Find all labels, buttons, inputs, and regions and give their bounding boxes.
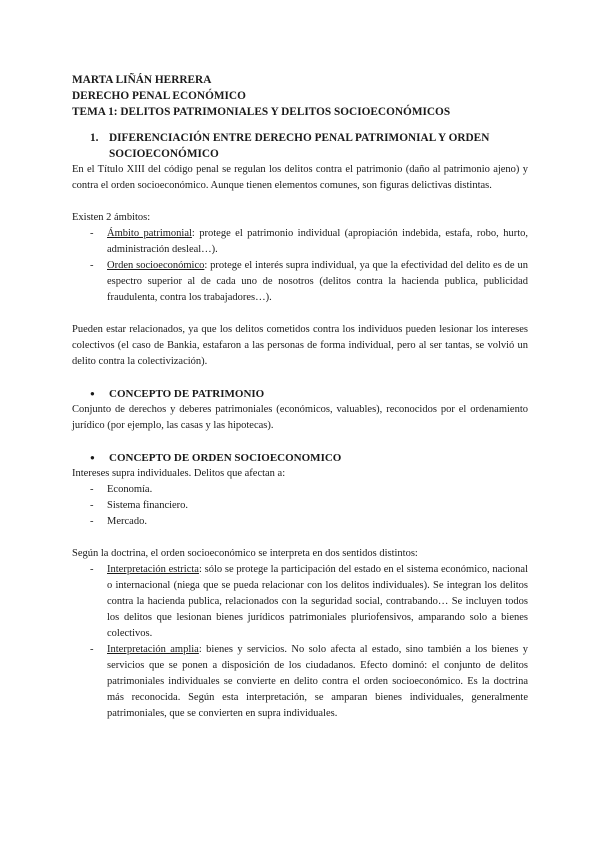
list-item bbox=[72, 642, 528, 722]
list-item-term: Ámbito patrimonial bbox=[107, 228, 192, 239]
list-item-text: Mercado. bbox=[107, 516, 147, 527]
list-dash: - bbox=[90, 564, 94, 575]
author-name: MARTA LIÑÁN HERRERA bbox=[72, 74, 212, 86]
list-item bbox=[72, 562, 528, 642]
section-1-number: 1. bbox=[90, 132, 99, 144]
list-item-text: : protege el interés supra individual, ya que la efectividad del delito es de un espectro superior al de cada uno de nosotros (delitos contra la hacienda publica, publicidad fraudulenta, contra los trabajadores…). bbox=[107, 260, 528, 303]
list-dash: - bbox=[90, 484, 94, 495]
section-1-title: DIFERENCIACIÓN ENTRE DERECHO PENAL PATRIMONIAL Y ORDEN SOCIOECONÓMICO bbox=[109, 132, 490, 160]
list-dash: - bbox=[90, 260, 94, 271]
list-item-text: : bienes y servicios. No solo afecta al estado, sino también a los bienes y servicios que se ponen a disposición de los ciudadanos. Efecto dominó: el conjunto de delitos patrimoniales individuales se convierte en delito contra el orden socioeconómico. Es la doctrina más reconocida. Según esta interpretación, se amparan bienes individuales, generalmente patrimoniales, que se convierten en supra individuales. bbox=[107, 644, 528, 719]
list-dash: - bbox=[90, 228, 94, 239]
ambitos-list bbox=[72, 226, 528, 306]
orden-items-list bbox=[72, 482, 528, 530]
list-item-term: Interpretación amplia bbox=[107, 644, 199, 655]
list-dash: - bbox=[90, 644, 94, 655]
orden-intro: Intereses supra individuales. Delitos que afectan a: bbox=[72, 468, 286, 479]
list-item-text: Sistema financiero. bbox=[107, 500, 189, 511]
ambitos-intro: Existen 2 ámbitos: bbox=[72, 212, 151, 223]
list-item-term: Orden socioeconómico bbox=[107, 260, 205, 271]
interpretaciones-list bbox=[72, 562, 528, 722]
list-item-term: Interpretación estricta bbox=[107, 564, 199, 575]
list-item bbox=[72, 498, 528, 514]
topic-title: TEMA 1: DELITOS PATRIMONIALES Y DELITOS SOCIOECONÓMICOS bbox=[72, 106, 451, 118]
orden-heading bbox=[72, 450, 528, 466]
relation-paragraph: Pueden estar relacionados, ya que los delitos cometidos contra los individuos pueden lesionar los intereses colectivos (el caso de Bankia, estafaron a las personas de forma individual, pero al ser tantas, se volvió un delito contra la colectivización). bbox=[72, 324, 528, 367]
patrimonio-title: CONCEPTO DE PATRIMONIO bbox=[109, 388, 265, 400]
list-item bbox=[72, 514, 528, 530]
list-item-text: : protege el patrimonio individual (apropiación indebida, estafa, robo, hurto, administración desleal…). bbox=[107, 228, 528, 255]
bullet-icon: ● bbox=[90, 389, 95, 398]
section-1-intro: En el Título XIII del código penal se regulan los delitos contra el patrimonio (daño al patrimonio ajeno) y contra el orden socioeconómico. Aunque tienen elementos comunes, son figuras delictivas distintas. bbox=[72, 164, 528, 191]
list-dash: - bbox=[90, 500, 94, 511]
list-dash: - bbox=[90, 516, 94, 527]
list-item bbox=[72, 258, 528, 306]
list-item bbox=[72, 226, 528, 258]
section-1-heading bbox=[72, 130, 528, 162]
patrimonio-text: Conjunto de derechos y deberes patrimoniales (económicos, valuables), reconocidos por el ordenamiento jurídico (por ejemplo, las casas y las hipotecas). bbox=[72, 404, 528, 431]
doctrina-paragraph: Según la doctrina, el orden socioeconómico se interpreta en dos sentidos distintos: bbox=[72, 548, 418, 559]
orden-title: CONCEPTO DE ORDEN SOCIOECONOMICO bbox=[109, 452, 342, 464]
list-item-text: Economía. bbox=[107, 484, 153, 495]
list-item bbox=[72, 482, 528, 498]
bullet-icon: ● bbox=[90, 453, 95, 462]
patrimonio-heading bbox=[72, 386, 528, 402]
course-name: DERECHO PENAL ECONÓMICO bbox=[72, 90, 246, 102]
list-item-text: : sólo se protege la participación del estado en el sistema económico, nacional o internacional (niega que se pueda relacionar con los delitos individuales). Se integran los delitos contra la hacienda publica, relacionados con la seguridad social, contrabando… Se incluyen todos los delitos que lesionan bienes jurídicos patrimoniales pluriofensivos, amparando solo a bienes colectivos. bbox=[107, 564, 528, 639]
